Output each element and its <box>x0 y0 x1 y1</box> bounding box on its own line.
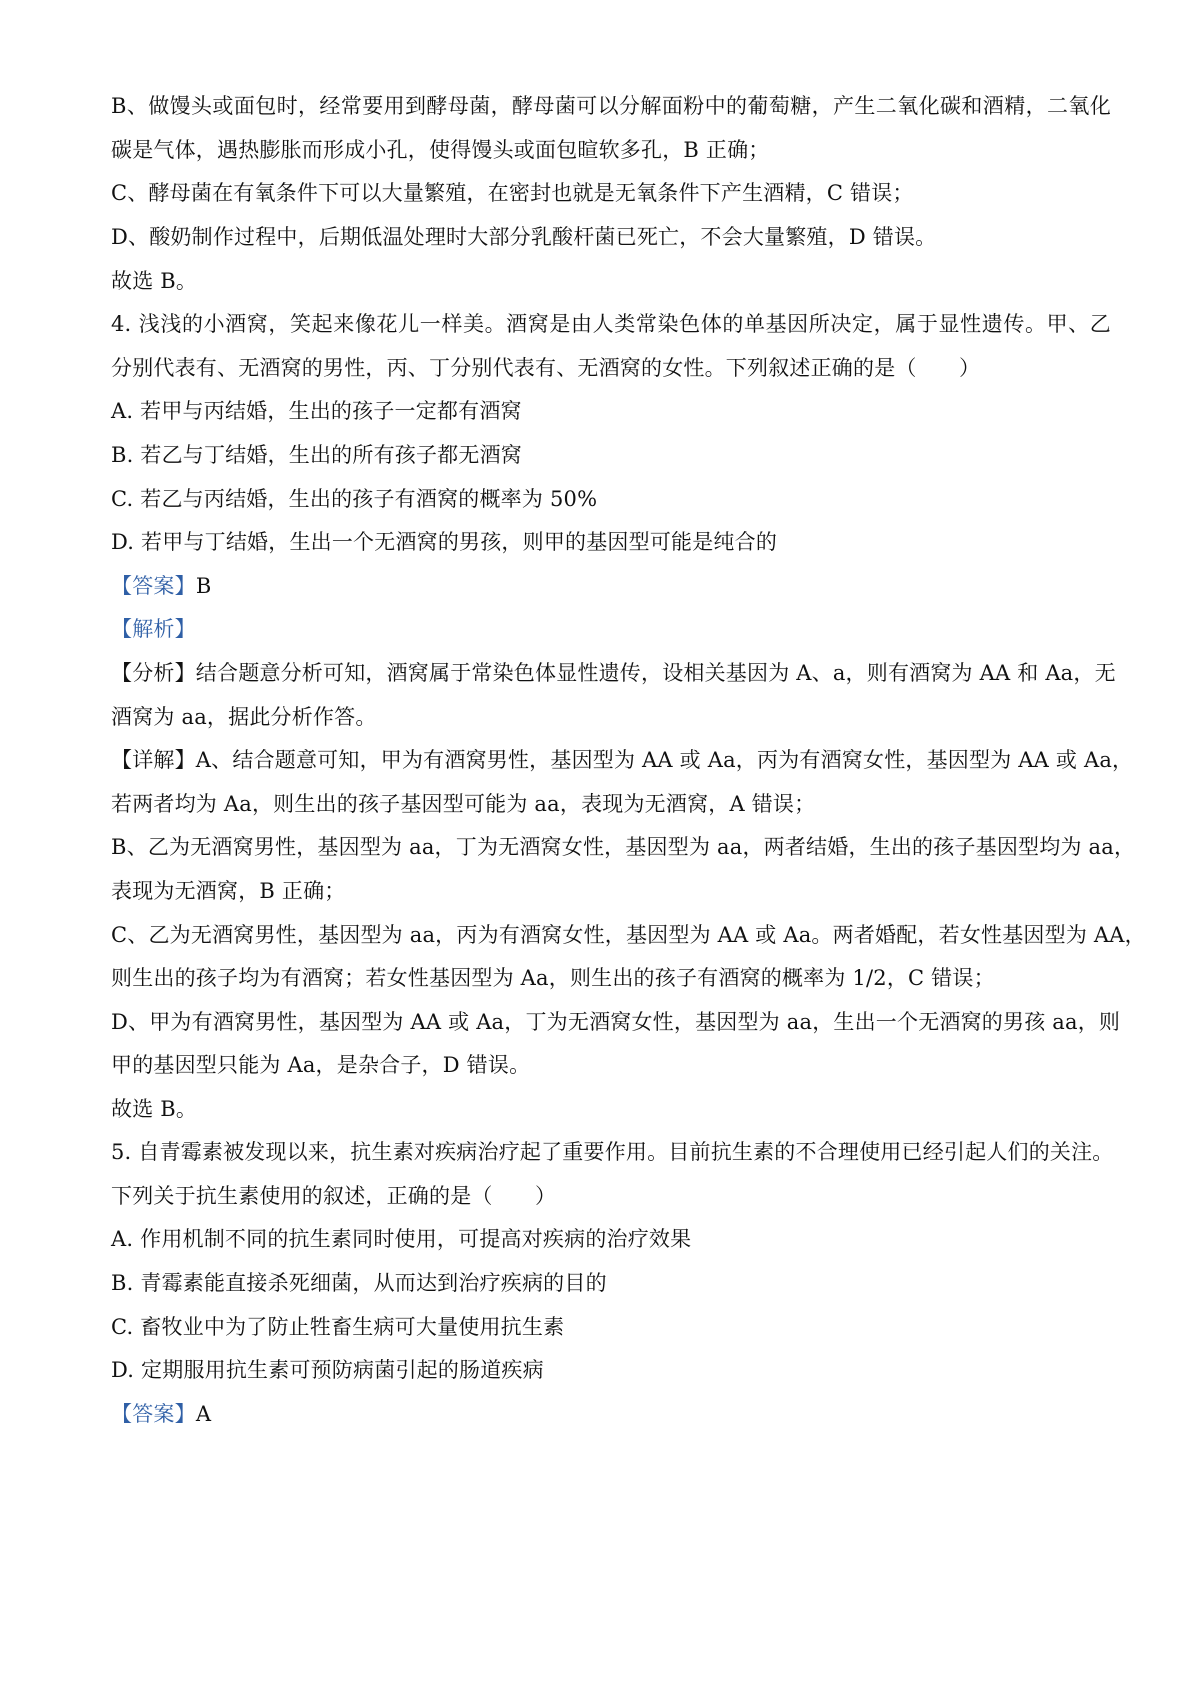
text-line: 故选 B。 <box>111 269 198 293</box>
text-line: 【分析】结合题意分析可知，酒窝属于常染色体显性遗传，设相关基因为 A、a，则有酒窝为 AA 和 Aa，无 <box>111 661 1116 685</box>
answer-value: B <box>195 574 212 598</box>
text-line: 甲的基因型只能为 Aa，是杂合子，D 错误。 <box>111 1053 531 1077</box>
question-4-option-b: B. 若乙与丁结婚，生出的所有孩子都无酒窝 <box>111 443 522 467</box>
analysis-line <box>111 614 1111 644</box>
question-4-option-c: C. 若乙与丙结婚，生出的孩子有酒窝的概率为 50% <box>111 487 598 511</box>
analysis-tag: 【解析】 <box>111 617 196 641</box>
question-4-option-d: D. 若甲与丁结婚，生出一个无酒窝的男孩，则甲的基因型可能是纯合的 <box>111 530 778 554</box>
text-line: 则生出的孩子均为有酒窝；若女性基因型为 Aa，则生出的孩子有酒窝的概率为 1/2，C 错误； <box>111 966 995 990</box>
question-5-option-a: A. 作用机制不同的抗生素同时使用，可提高对疾病的治疗效果 <box>111 1227 692 1251</box>
text-line: C、酵母菌在有氧条件下可以大量繁殖，在密封也就是无氧条件下产生酒精，C 错误； <box>111 181 914 205</box>
question-5-option-d: D. 定期服用抗生素可预防病菌引起的肠道疾病 <box>111 1358 544 1382</box>
question-4-option-a: A. 若甲与丙结婚，生出的孩子一定都有酒窝 <box>111 399 522 423</box>
text-line: C、乙为无酒窝男性，基因型为 aa，丙为有酒窝女性，基因型为 AA 或 Aa。两者婚配，若女性基因型为 AA， <box>111 923 1146 947</box>
text-line: D、酸奶制作过程中，后期低温处理时大部分乳酸杆菌已死亡，不会大量繁殖，D 错误。 <box>111 225 937 249</box>
text-line: 若两者均为 Aa，则生出的孩子基因型可能为 aa，表现为无酒窝，A 错误； <box>111 792 816 816</box>
text-line: 碳是气体，遇热膨胀而形成小孔，使得馒头或面包暄软多孔，B 正确； <box>111 138 770 162</box>
question-5-option-c: C. 畜牧业中为了防止牲畜生病可大量使用抗生素 <box>111 1315 565 1339</box>
answer-line <box>111 571 1111 601</box>
text-line: D、甲为有酒窝男性，基因型为 AA 或 Aa，丁为无酒窝女性，基因型为 aa，生出一个无酒窝的男孩 aa，则 <box>111 1010 1121 1034</box>
text-line: B、乙为无酒窝男性，基因型为 aa，丁为无酒窝女性，基因型为 aa，两者结婚，生出的孩子基因型均为 aa， <box>111 835 1136 859</box>
question-5-option-b: B. 青霉素能直接杀死细菌，从而达到治疗疾病的目的 <box>111 1271 607 1295</box>
answer-line <box>111 1399 1111 1429</box>
text-line: 酒窝为 aa，据此分析作答。 <box>111 705 377 729</box>
question-4-stem: 4. 浅浅的小酒窝，笑起来像花儿一样美。酒窝是由人类常染色体的单基因所决定，属于显性遗传。甲、乙 <box>111 312 1111 336</box>
question-4-stem: 分别代表有、无酒窝的男性，丙、丁分别代表有、无酒窝的女性。下列叙述正确的是（ ） <box>111 356 981 380</box>
question-5-stem: 下列关于抗生素使用的叙述，正确的是（ ） <box>111 1184 557 1208</box>
answer-tag: 【答案】 <box>111 1402 196 1426</box>
text-line: B、做馒头或面包时，经常要用到酵母菌，酵母菌可以分解面粉中的葡萄糖，产生二氧化碳和酒精，二氧化 <box>111 94 1111 118</box>
question-5-stem: 5. 自青霉素被发现以来，抗生素对疾病治疗起了重要作用。目前抗生素的不合理使用已经引起人们的关注。 <box>111 1140 1114 1164</box>
answer-tag: 【答案】 <box>111 574 196 598</box>
answer-value: A <box>195 1402 212 1426</box>
text-line: 故选 B。 <box>111 1097 198 1121</box>
text-line: 表现为无酒窝，B 正确； <box>111 879 346 903</box>
text-line: 【详解】A、结合题意可知，甲为有酒窝男性，基因型为 AA 或 Aa，丙为有酒窝女性，基因型为 AA 或 Aa， <box>111 748 1134 772</box>
